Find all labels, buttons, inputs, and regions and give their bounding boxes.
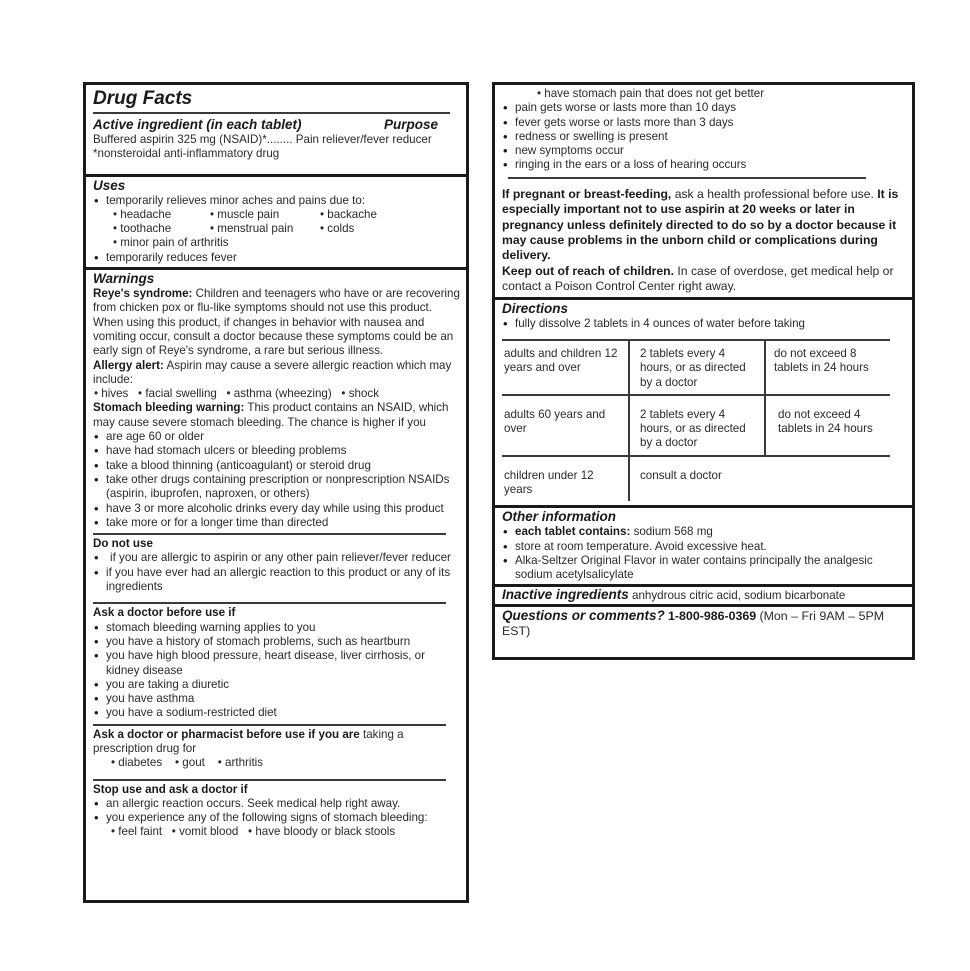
ask-pharmacist: Ask a doctor or pharmacist before use if you are taking a prescription drug for xyxy=(93,727,404,755)
use-item: • toothache xyxy=(113,222,172,236)
list-item: • ringing in the ears or a loss of hearing occurs xyxy=(502,158,906,172)
use-item: • backache xyxy=(320,207,377,221)
cell-max: do not exceed 8 tablets in 24 hours xyxy=(765,340,890,395)
active-ingredient-footnote: *nonsteroidal anti-inflammatory drug xyxy=(93,147,280,161)
uses-row-1 xyxy=(93,208,460,222)
questions-heading: Questions or comments? xyxy=(502,607,665,623)
table-row xyxy=(502,340,890,395)
warnings-heading: Warnings xyxy=(93,271,155,287)
allergy-items: • hives • facial swelling • asthma (wheezing) • shock xyxy=(94,387,379,401)
list-item: • an allergic reaction occurs. Seek medical help right away. xyxy=(93,797,460,811)
allergy-alert: Allergy alert: Aspirin may cause a severe allergic reaction which may include: xyxy=(93,358,452,386)
cell-who: adults and children 12 years and over xyxy=(502,340,629,395)
ask-doctor-list xyxy=(93,621,460,721)
table-row xyxy=(502,395,890,456)
list-item: • if you have ever had an allergic reaction to this product or any of its ingredients xyxy=(93,566,460,595)
page-title: Drug Facts xyxy=(93,88,193,109)
uses-row-2 xyxy=(93,222,460,236)
active-ingredient-section xyxy=(86,85,466,174)
list-item: • if you are allergic to aspirin or any other pain reliever/fever reducer xyxy=(93,551,460,565)
inactive-text: anhydrous citric acid, sodium bicarbonate xyxy=(632,589,846,603)
list-item: • stomach bleeding warning applies to you xyxy=(93,621,460,635)
do-not-use-list xyxy=(93,551,460,594)
list-item: • have 3 or more alcoholic drinks every day while using this product xyxy=(93,502,460,516)
use-item: • colds xyxy=(320,222,355,236)
list-item: • redness or swelling is present xyxy=(502,130,906,144)
uses-intro: • temporarily relieves minor aches and pains due to: xyxy=(93,194,460,208)
use-item: • muscle pain xyxy=(210,207,280,221)
list-item: • pain gets worse or lasts more than 10 days xyxy=(502,101,906,115)
drug-facts-left-panel xyxy=(83,82,469,903)
list-item: • you have a sodium-restricted diet xyxy=(93,706,460,720)
stop-use-list xyxy=(93,797,460,826)
cell-dose: 2 tablets every 4 hours, or as directed by a doctor xyxy=(629,395,765,456)
cell-max: do not exceed 4 tablets in 24 hours xyxy=(765,395,890,456)
uses-section xyxy=(86,174,466,267)
uses-heading: Uses xyxy=(93,177,126,193)
list-item: • have had stomach ulcers or bleeding problems xyxy=(93,444,460,458)
list-item: • you are taking a diuretic xyxy=(93,678,460,692)
list-item: • fever gets worse or lasts more than 3 days xyxy=(502,116,906,130)
cell-who: children under 12 years xyxy=(502,456,629,502)
cell-who: adults 60 years and over xyxy=(502,395,629,456)
list-item: • Alka-Seltzer Original Flavor in water contains principally the analgesic sodium acetylsalicylate xyxy=(502,554,906,583)
use-item: • headache xyxy=(113,207,172,221)
table-row xyxy=(502,456,890,502)
pregnancy-warning: If pregnant or breast-feeding, ask a health professional before use. It is especially important not to use aspirin at 20 weeks or later in pregnancy unless definitely directed to do so by a doctor because it may cause problems in the unborn child or complications during delivery. xyxy=(502,186,899,263)
ask-pharmacist-items: • diabetes • gout • arthritis xyxy=(111,756,264,770)
do-not-use-heading: Do not use xyxy=(93,537,153,551)
list-item: • take a blood thinning (anticoagulant) or steroid drug xyxy=(93,459,460,473)
cell-max xyxy=(765,456,890,502)
directions-section xyxy=(495,297,912,506)
list-item: • you have high blood pressure, heart disease, liver cirrhosis, or kidney disease xyxy=(93,649,460,678)
uses-last: • temporarily reduces fever xyxy=(93,251,460,265)
list-item: • you experience any of the following signs of stomach bleeding: xyxy=(93,811,460,825)
questions-section xyxy=(495,604,912,642)
list-item: • you have asthma xyxy=(93,692,460,706)
stop-use-signs: • feel faint • vomit blood • have bloody or black stools xyxy=(111,825,396,839)
list-item: • take more or for a longer time than directed xyxy=(93,516,460,530)
list-item: • new symptoms occur xyxy=(502,144,906,158)
stop-use-more-list xyxy=(502,101,906,172)
active-ingredient-heading: Active ingredient (in each tablet) xyxy=(93,117,302,132)
list-item: • you have a history of stomach problems, such as heartburn xyxy=(93,635,460,649)
list-item: • each tablet contains: sodium 568 mg xyxy=(502,525,906,539)
directions-intro: • fully dissolve 2 tablets in 4 ounces of water before taking xyxy=(502,317,906,331)
warnings-continued-section xyxy=(495,85,912,297)
directions-heading: Directions xyxy=(502,300,569,316)
inactive-ingredients-section xyxy=(495,584,912,603)
warnings-section xyxy=(86,267,466,842)
stomach-bleeding-warning: Stomach bleeding warning: This product contains an NSAID, which may cause severe stomach bleeding. The chance is higher if you xyxy=(93,401,449,429)
list-item: • are age 60 or older xyxy=(93,430,460,444)
active-ingredient-line: Buffered aspirin 325 mg (NSAID)*........ Pain reliever/fever reducer xyxy=(93,133,432,146)
drug-facts-right-panel xyxy=(492,82,915,660)
other-information-section xyxy=(495,505,912,584)
directions-table xyxy=(502,339,890,501)
ask-doctor-heading: Ask a doctor before use if xyxy=(93,606,236,620)
stomach-risk-list xyxy=(93,430,460,530)
cell-dose: 2 tablets every 4 hours, or as directed by a doctor xyxy=(629,340,765,395)
questions-phone: 1-800-986-0369 xyxy=(668,608,757,623)
stop-use-sign-continued: • have stomach pain that does not get better xyxy=(537,87,765,100)
purpose-heading: Purpose xyxy=(383,117,438,132)
reye-warning: Reye's syndrome: Children and teenagers who have or are recovering from chicken pox or flu-like symptoms should not use this product. When using this product, if changes in behavior with nausea and vomiting occur, consult a doctor because these symptoms could be an early sign of Reye's syndrome, a rare but serious illness. xyxy=(93,287,460,358)
keep-out-of-reach: Keep out of reach of children. In case of overdose, get medical help or contact a Poison Control Center right away. xyxy=(502,263,894,294)
questions-hours: (Mon – Fri 9AM – 5PM EST) xyxy=(502,608,885,639)
cell-dose: consult a doctor xyxy=(629,456,765,502)
list-item: • take other drugs containing prescription or nonprescription NSAIDs (aspirin, ibuprofen, naproxen, or others) xyxy=(93,473,460,502)
stop-use-heading: Stop use and ask a doctor if xyxy=(93,782,248,796)
inactive-heading: Inactive ingredients xyxy=(502,587,629,603)
list-item: • store at room temperature. Avoid excessive heat. xyxy=(502,540,906,554)
use-item: • menstrual pain xyxy=(210,222,294,236)
other-info-heading: Other information xyxy=(502,509,616,525)
use-item: • minor pain of arthritis xyxy=(113,236,229,250)
